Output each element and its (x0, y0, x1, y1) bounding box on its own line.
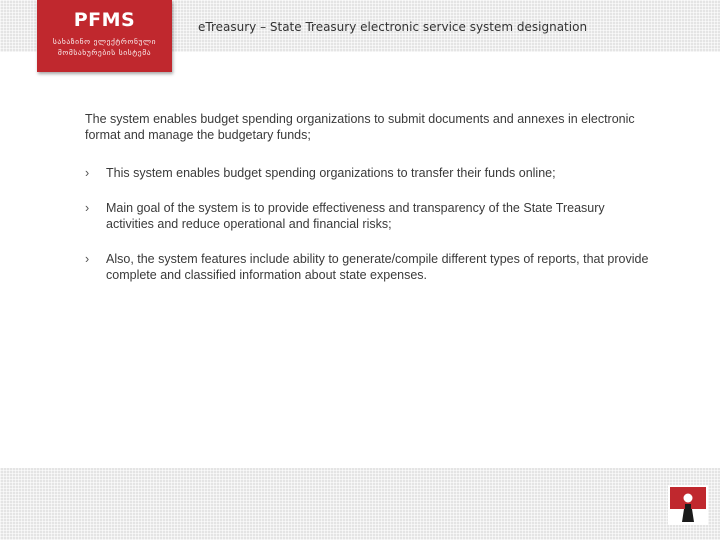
brand-subtitle-line1: სახაზინო ელექტრონული (52, 37, 157, 46)
list-item-text: This system enables budget spending organizations to transfer their funds online; (106, 166, 556, 180)
treasury-logo-icon (668, 485, 708, 525)
list-item-text: Main goal of the system is to provide effectiveness and transparency of the State Treasury activities and reduce operational and financial risks; (106, 201, 605, 231)
list-item-text: Also, the system features include ability to generate/compile different types of reports, that provide complete and classified information about state expenses. (106, 252, 649, 282)
list-item (85, 200, 650, 232)
chevron-right-icon: › (85, 252, 90, 266)
brand-subtitle (37, 36, 172, 58)
list-item (85, 251, 650, 283)
pfms-logo (37, 0, 172, 72)
brand-subtitle-line2: მომსახურების სისტემა (57, 48, 152, 57)
page-title: eTreasury – State Treasury electronic service system designation (198, 20, 588, 34)
chevron-right-icon: › (85, 166, 90, 180)
footer-band (0, 468, 720, 540)
list-item (85, 165, 650, 181)
chevron-right-icon: › (85, 201, 90, 215)
bullet-list (85, 165, 650, 283)
brand-title: PFMS (73, 9, 136, 31)
main-content (85, 111, 650, 302)
intro-paragraph: The system enables budget spending organizations to submit documents and annexes in electronic format and manage the budgetary funds; (85, 112, 635, 142)
